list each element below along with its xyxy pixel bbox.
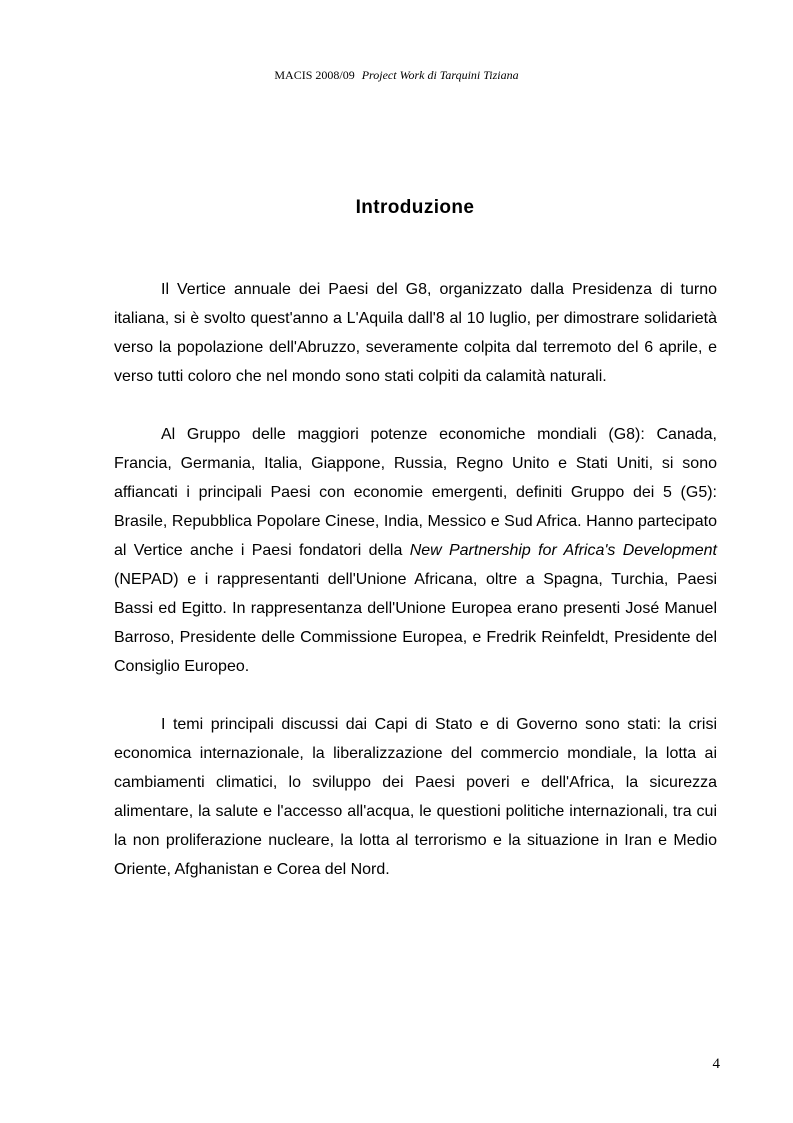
- paragraph-2-italic-name: New Partnership for Africa's Development: [409, 542, 717, 559]
- page-number: 4: [712, 1056, 720, 1072]
- paragraph-1: Il Vertice annuale dei Paesi del G8, organizzato dalla Presidenza di turno italiana, si è svolto quest'anno a L'Aquila dall'8 al 10 luglio, per dimostrare solidarietà verso la popolazione dell'Abruzzo, severamente colpita dal terremoto del 6 aprile, e verso tutti coloro che nel mondo sono stati colpiti da calamità naturali.: [114, 281, 717, 385]
- running-header: [0, 67, 793, 83]
- body-text: [114, 275, 717, 884]
- header-course: MACIS 2008/09: [274, 68, 355, 82]
- page-title: Introduzione: [355, 197, 475, 218]
- paragraph-3: I temi principali discussi dai Capi di Stato e di Governo sono stati: la crisi economica internazionale, la liberalizzazione del commercio mondiale, la lotta ai cambiamenti climatici, lo sviluppo dei Paesi poveri e dell'Africa, la sicurezza alimentare, la salute e l'accesso all'acqua, le questioni politiche internazionali, tra cui la non proliferazione nucleare, la lotta al terrorismo e la situazione in Iran e Medio Oriente, Afghanistan e Corea del Nord.: [114, 716, 717, 878]
- paragraph-2-text-end: (NEPAD) e i rappresentanti dell'Unione Africana, oltre a Spagna, Turchia, Paesi Bassi ed Egitto. In rappresentanza dell'Unione Europea erano presenti José Manuel Barroso, Presidente delle Commissione Europea, e Fredrik Reinfeldt, Presidente del Consiglio Europeo.: [114, 571, 717, 675]
- paragraph-2-text-start: Al Gruppo delle maggiori potenze economiche mondiali (G8): Canada, Francia, Germania, Italia, Giappone, Russia, Regno Unito e Stati Uniti, si sono affiancati i principali Paesi con economie emergenti, definiti Gruppo dei 5 (G5): Brasile, Repubblica Popolare Cinese, India, Messico e Sud Africa. Hanno partecipato al Vertice anche i Paesi fondatori della: [114, 426, 717, 559]
- paragraph-2: [114, 420, 717, 681]
- header-subtitle: Project Work di Tarquini Tiziana: [361, 68, 519, 82]
